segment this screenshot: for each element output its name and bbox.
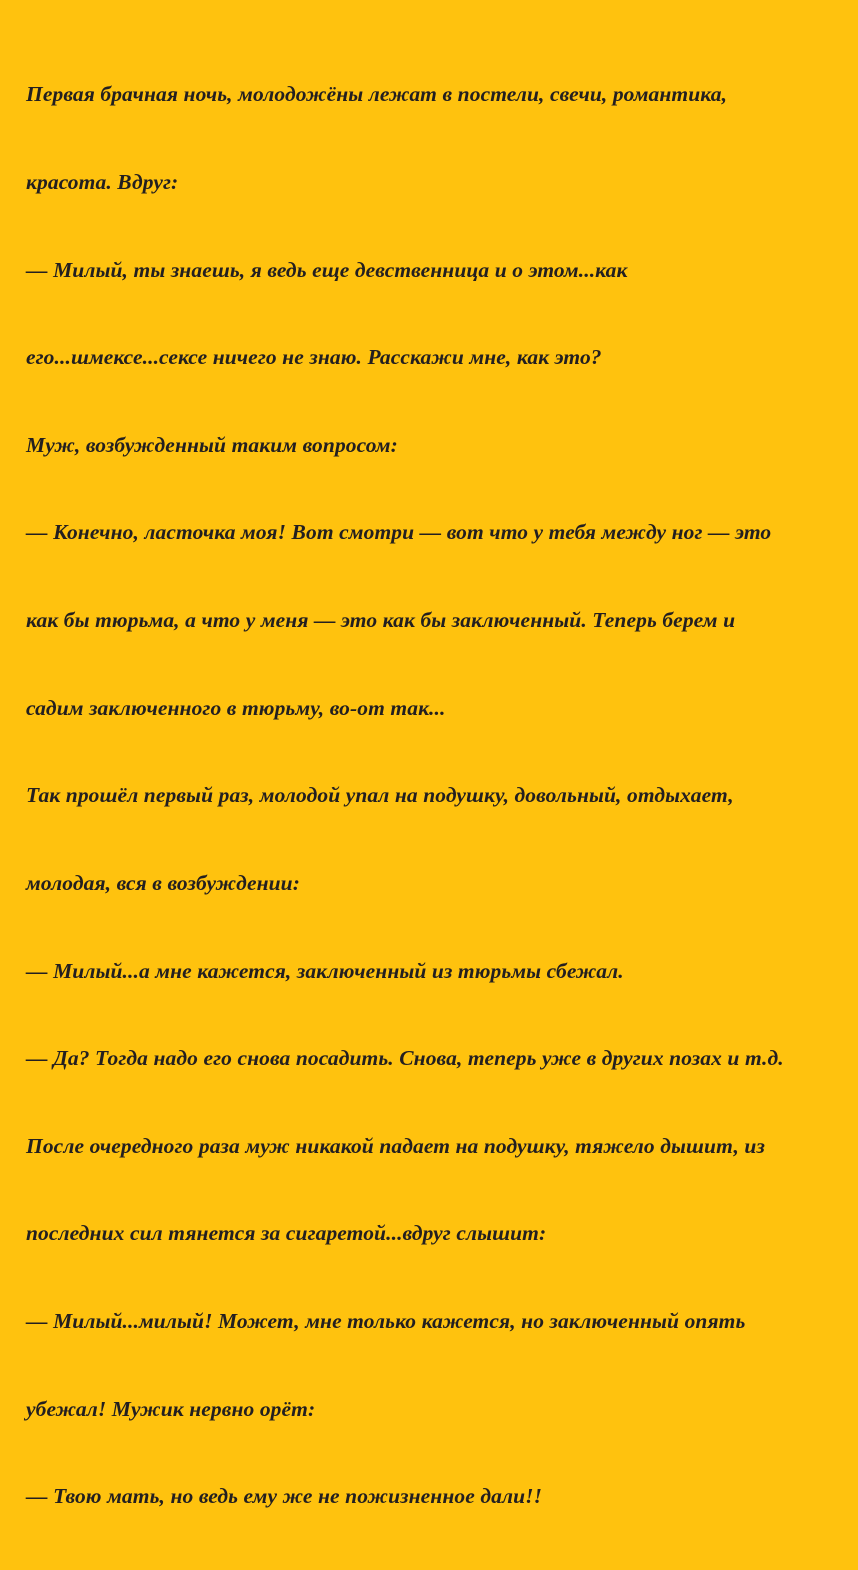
joke-line: молодая, вся в возбуждении: <box>26 870 301 895</box>
joke-line: садим заключенного в тюрьму, во-от так... <box>26 695 446 720</box>
joke-line: последних сил тянется за сигаретой...вдруг слышит: <box>26 1221 547 1246</box>
joke-line: — Милый, ты знаешь, я ведь еще девственница и о этом...как <box>26 257 628 282</box>
joke-line: После очередного раза муж никакой падает на подушку, тяжело дышит, из <box>26 1133 765 1158</box>
joke-line: — Да? Тогда надо его снова посадить. Снова, теперь уже в других позах и т.д. <box>26 1046 784 1071</box>
joke-line: Муж, возбужденный таким вопросом: <box>26 432 398 457</box>
joke-line: как бы тюрьма, а что у меня — это как бы заключенный. Теперь берем и <box>26 608 736 633</box>
joke-line: его...шмексе...сексе ничего не знаю. Расскажи мне, как это? <box>26 345 602 370</box>
joke-line: красота. Вдруг: <box>26 170 179 195</box>
joke-line: — Твою мать, но ведь ему же не пожизненное дали!! <box>26 1484 543 1509</box>
joke-line: Так прошёл первый раз, молодой упал на подушку, довольный, отдыхает, <box>26 783 734 808</box>
joke-line: — Конечно, ласточка моя! Вот смотри — вот что у тебя между ног — это <box>26 520 772 545</box>
joke-line: Первая брачная ночь, молодожёны лежат в постели, свечи, романтика, <box>26 82 728 107</box>
joke-line: убежал! Мужик нервно орёт: <box>26 1396 316 1421</box>
joke-body-text <box>26 22 832 1570</box>
joke-line: — Милый...милый! Может, мне только кажется, но заключенный опять <box>26 1308 746 1333</box>
joke-line: — Милый...а мне кажется, заключенный из тюрьмы сбежал. <box>26 958 624 983</box>
